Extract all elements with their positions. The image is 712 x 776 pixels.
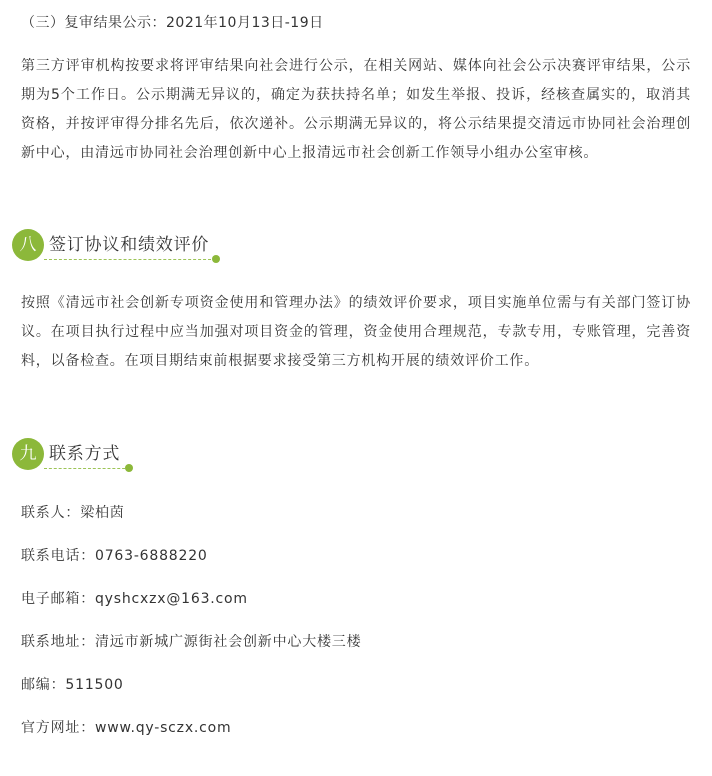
review-result-subheading: （三）复审结果公示：2021年10月13日-19日 xyxy=(21,15,324,31)
section-9-header xyxy=(12,438,137,478)
section-9-dot-icon xyxy=(125,464,133,472)
contact-phone: 联系电话：0763-6888220 xyxy=(21,548,208,564)
review-result-paragraph: 第三方评审机构按要求将评审结果向社会进行公示，在相关网站、媒体向社会公示决赛评审结果，公示期为5个工作日。公示期满无异议的，确定为获扶持名单；如发生举报、投诉，经核查属实的，取消其资格，并按评审得分排名先后，依次递补。公示期满无异议的，将公示结果提交清远市协同社会治理创新中心，由清远市协同社会治理创新中心上报清远市社会创新工作领导小组办公室审核。 xyxy=(21,58,691,161)
section-8-header xyxy=(12,229,222,269)
section-9-underline xyxy=(44,468,130,469)
section-8-number-badge: 八 xyxy=(12,229,44,261)
section-9-number-badge: 九 xyxy=(12,438,44,470)
section-8-underline xyxy=(44,259,216,260)
contact-person: 联系人：梁柏茵 xyxy=(21,505,125,521)
section-8-title: 签订协议和绩效评价 xyxy=(49,235,210,255)
contact-website[interactable]: 官方网址：www.qy-sczx.com xyxy=(21,720,232,736)
section-8-paragraph: 按照《清远市社会创新专项资金使用和管理办法》的绩效评价要求，项目实施单位需与有关部门签订协议。在项目执行过程中应当加强对项目资金的管理，资金使用合理规范，专款专用，专账管理，完善资料，以备检查。在项目期结束前根据要求接受第三方机构开展的绩效评价工作。 xyxy=(21,295,691,369)
section-9-title: 联系方式 xyxy=(49,444,121,464)
section-8-dot-icon xyxy=(212,255,220,263)
contact-address: 联系地址：清远市新城广源街社会创新中心大楼三楼 xyxy=(21,634,362,650)
contact-postcode: 邮编：511500 xyxy=(21,677,124,693)
contact-email[interactable]: 电子邮箱：qyshcxzx@163.com xyxy=(21,591,248,607)
